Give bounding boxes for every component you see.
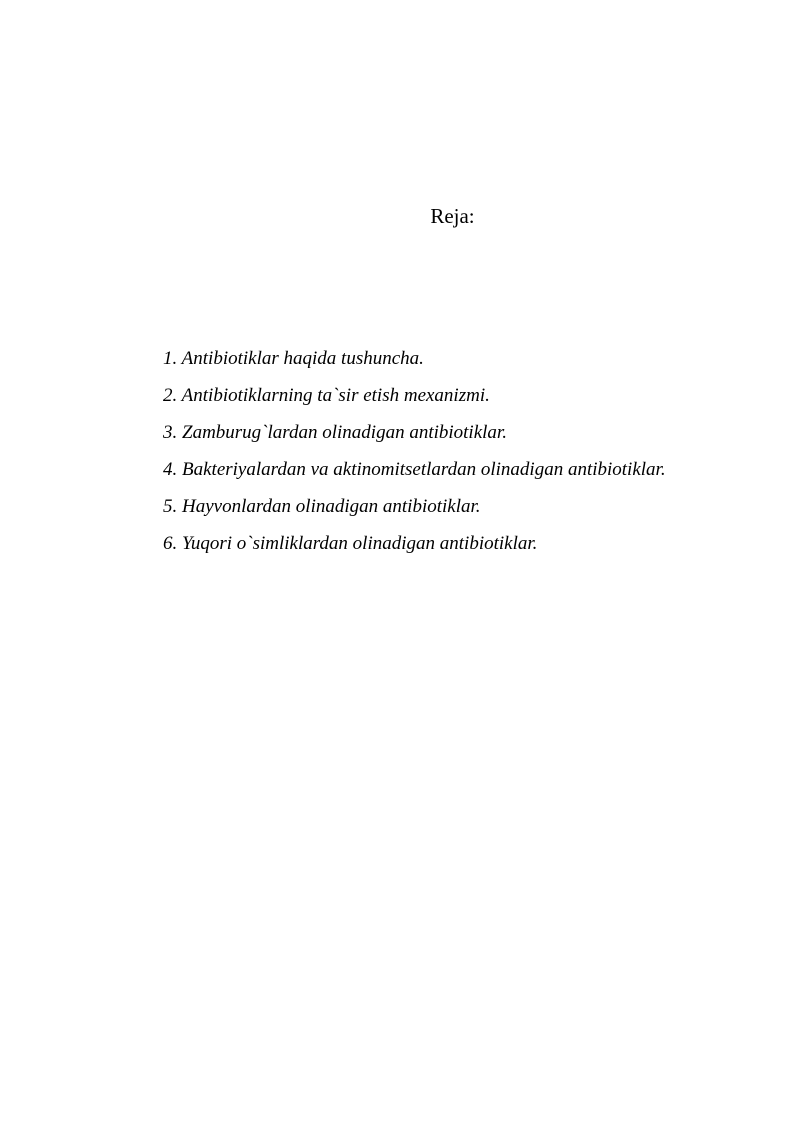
page-title: Reja: xyxy=(430,204,475,228)
plan-item-1: 1. Antibiotiklar haqida tushuncha. xyxy=(163,348,424,369)
plan-item-4: 4. Bakteriyalardan va aktinomitsetlardan olinadigan antibiotiklar. xyxy=(163,459,666,480)
plan-item-3: 3. Zamburug`lardan olinadigan antibiotiklar. xyxy=(163,422,507,443)
plan-item-6: 6. Yuqori o`simliklardan olinadigan antibiotiklar. xyxy=(163,533,538,554)
plan-list xyxy=(163,340,666,562)
plan-item-5: 5. Hayvonlardan olinadigan antibiotiklar. xyxy=(163,496,481,517)
plan-item-2: 2. Antibiotiklarning ta`sir etish mexanizmi. xyxy=(163,385,490,406)
